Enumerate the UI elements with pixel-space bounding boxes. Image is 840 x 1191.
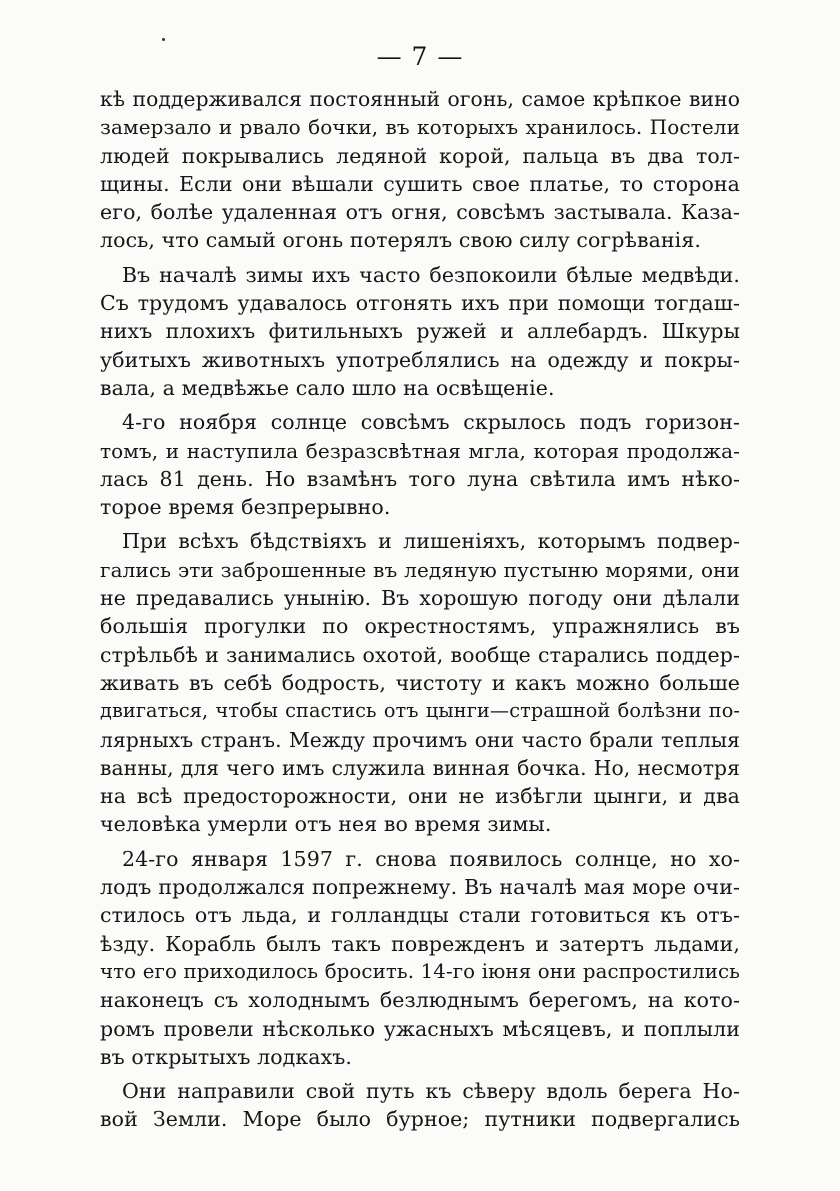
text-line: лодъ продолжался попрежнему. Въ началѣ мая море очи- (100, 875, 740, 900)
text-line: ванны, для чего имъ служила винная бочка. Но, несмотря (100, 755, 740, 780)
text-line: нихъ плохихъ фитильныхъ ружей и аллебардъ. Шкуры (100, 319, 740, 344)
text-line: двигаться, чтобы спастись отъ цынги—страшной болѣзни по- (100, 699, 740, 723)
text-line: торое время безпрерывно. (100, 495, 391, 520)
text-line: стилось отъ льда, и голландцы стали готовиться къ отъ- (100, 903, 740, 928)
text-line: томъ, и наступила безразсвѣтная мгла, которая продолжа- (100, 438, 740, 463)
text-line: вала, а медвѣжье сало шло на освѣщеніе. (100, 375, 555, 400)
paragraph (100, 845, 740, 1071)
text-line: щины. Если они вѣшали сушить свое платье, то сторона (100, 171, 740, 196)
text-line: 24-го января 1597 г. снова появилось солнце, но хо- (122, 846, 740, 871)
text-line: кѣ поддерживался постоянный огонь, самое крѣпкое вино (100, 87, 740, 111)
page-number: — 7 — (376, 42, 464, 71)
text-line: убитыхъ животныхъ употреблялись на одежду и покры- (100, 347, 740, 372)
text-line: гались эти заброшенные въ ледяную пустыню морями, они (100, 557, 740, 582)
text-line: наконецъ съ холоднымъ безлюднымъ берегомъ, на кото- (100, 988, 740, 1013)
paragraph (100, 1077, 740, 1134)
text-line: 4-го ноября солнце совсѣмъ скрылось подъ горизон- (122, 410, 740, 435)
text-line: Въ началѣ зимы ихъ часто безпокоили бѣлые медвѣди. (122, 262, 740, 287)
text-line: ромъ провели нѣсколько ужасныхъ мѣсяцевъ, и поплыли (100, 1016, 740, 1041)
text-line: замерзало и рвало бочки, въ которыхъ хранилось. Постели (100, 115, 740, 140)
text-line: лярныхъ странъ. Между прочимъ они часто брали теплыя (100, 727, 740, 752)
text-line: большія прогулки по окрестностямъ, упражнялись въ (100, 614, 740, 639)
text-line: человѣка умерли отъ нея во время зимы. (100, 812, 552, 837)
paragraph (100, 527, 740, 838)
text-line: людей покрывались ледяной корой, пальца въ два тол- (100, 143, 740, 168)
body-text (100, 85, 740, 1134)
text-line: на всѣ предосторожности, они не избѣгли цынги, и два (100, 784, 740, 809)
text-line: лось, что самый огонь потерялъ свою силу согрѣванія. (100, 228, 701, 253)
text-line: стрѣльбѣ и занимались охотой, вообще старались поддер- (100, 642, 740, 667)
text-line: ѣзду. Корабль былъ такъ поврежденъ и затертъ льдами, (100, 931, 740, 956)
paragraph (100, 85, 740, 255)
text-line: что его приходилось бросить. 14-го іюня они распростились (100, 959, 740, 983)
text-line: лась 81 день. Но взамѣнъ того луна свѣтила имъ нѣко- (100, 466, 740, 491)
text-line: вой Земли. Море было бурное; путники подвергались (100, 1107, 740, 1132)
text-line: живать въ себѣ бодрость, чистоту и какъ можно больше (100, 670, 740, 695)
text-line: При всѣхъ бѣдствіяхъ и лишеніяхъ, которымъ подвер- (122, 529, 740, 554)
text-line: въ открытыхъ лодкахъ. (100, 1044, 353, 1069)
text-line: Съ трудомъ удавалось отгонять ихъ при помощи тогдаш- (100, 291, 740, 316)
paragraph (100, 408, 740, 521)
text-line: не предавались унынію. Въ хорошую погоду они дѣлали (100, 586, 740, 611)
paragraph (100, 261, 740, 402)
text-line: Они направили свой путь къ сѣверу вдоль берега Но- (122, 1079, 740, 1104)
text-line: его, болѣе удаленная отъ огня, совсѣмъ застывала. Каза- (100, 200, 740, 225)
ink-speck (162, 38, 165, 41)
